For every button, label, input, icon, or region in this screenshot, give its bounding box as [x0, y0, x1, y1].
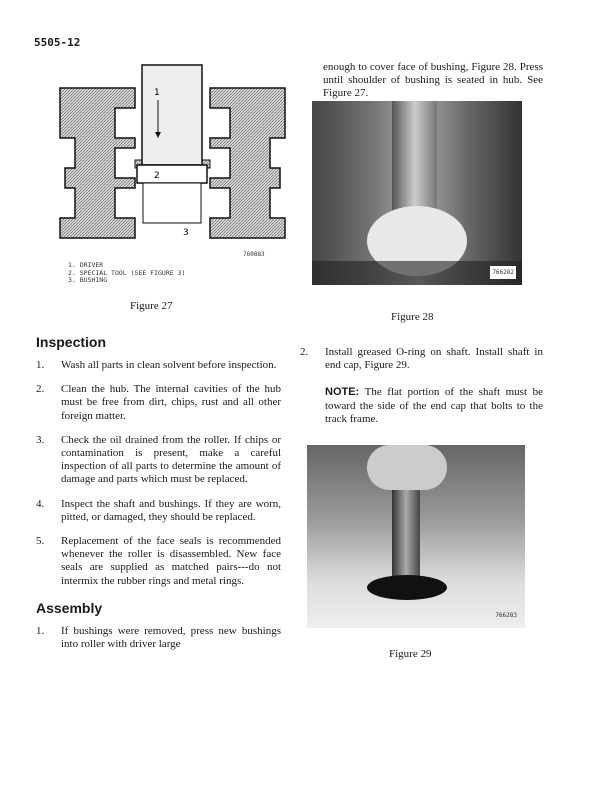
step-2 [300, 346, 543, 372]
inspection-item [36, 434, 281, 487]
callout-1: 1 [154, 88, 160, 98]
figure-27-caption: Figure 27 [130, 300, 173, 312]
callout-3: 3 [183, 228, 189, 238]
inspection-item [36, 535, 281, 588]
item-text: If bushings were removed, press new bushings into roller with driver large [61, 624, 281, 651]
right-column-text [300, 346, 543, 426]
item-text: Check the oil drained from the roller. If chips or contamination is present, make a careful inspection of all parts to determine the amount of damage and parts which must be replaced. [61, 433, 281, 486]
assembly-item [36, 625, 281, 651]
item-text: Clean the hub. The internal cavities of the hub must be free from dirt, chips, rust and all other foreign matter. [61, 383, 281, 422]
figure-27-diagram [55, 60, 290, 245]
note-text: The flat portion of the shaft must be toward the side of the end cap that bolts to the track frame. [325, 386, 543, 425]
item-number: 5. [36, 535, 45, 548]
item-text: Wash all parts in clean solvent before inspection. [61, 359, 277, 371]
legend-item: 2. SPECIAL TOOL (SEE FIGURE 3) [68, 268, 186, 277]
figure-29-photo [307, 445, 525, 628]
item-text: Replacement of the face seals is recommended whenever the roller is disassembled. New face seals are supplied as matched pairs---do not intermix the rubber rings and metal rings. [61, 535, 281, 587]
item-number: 1. [36, 359, 45, 371]
callout-2: 2 [154, 171, 160, 181]
inspection-item [36, 359, 281, 372]
figure-27-code: 760883 [243, 251, 265, 258]
left-column [36, 333, 281, 662]
item-text: Inspect the shaft and bushings. If they are worn, pitted, or damaged, they should be replaced. [61, 497, 281, 523]
item-number: 1. [36, 624, 45, 637]
item-number: 4. [36, 497, 45, 510]
inspection-item [36, 498, 281, 524]
item-number: 3. [36, 433, 45, 446]
figure-28-photo [312, 101, 522, 285]
item-number: 2. [300, 346, 309, 358]
figure-29-code: 766283 [495, 611, 517, 619]
note-label: NOTE: [325, 386, 360, 399]
note [325, 386, 543, 426]
item-text: Install greased O-ring on shaft. Install shaft in end cap, Figure 29. [325, 346, 543, 372]
legend-item: 1. DRIVER [68, 261, 104, 269]
inspection-heading: Inspection [36, 334, 107, 350]
figure-28-code: 766282 [490, 266, 516, 279]
assembly-heading: Assembly [36, 599, 103, 616]
legend-item: 3. BUSHING [68, 276, 108, 284]
figure-28-caption: Figure 28 [391, 311, 434, 323]
continuation-text: enough to cover face of bushing, Figure 28. Press until shoulder of bushing is seated in hub. See Figure 27. [323, 61, 543, 100]
figure-29-caption: Figure 29 [389, 648, 432, 660]
item-number: 2. [36, 383, 45, 396]
inspection-item [36, 383, 281, 423]
page-number: 5505-12 [34, 36, 81, 49]
figure-27-legend [68, 262, 185, 285]
